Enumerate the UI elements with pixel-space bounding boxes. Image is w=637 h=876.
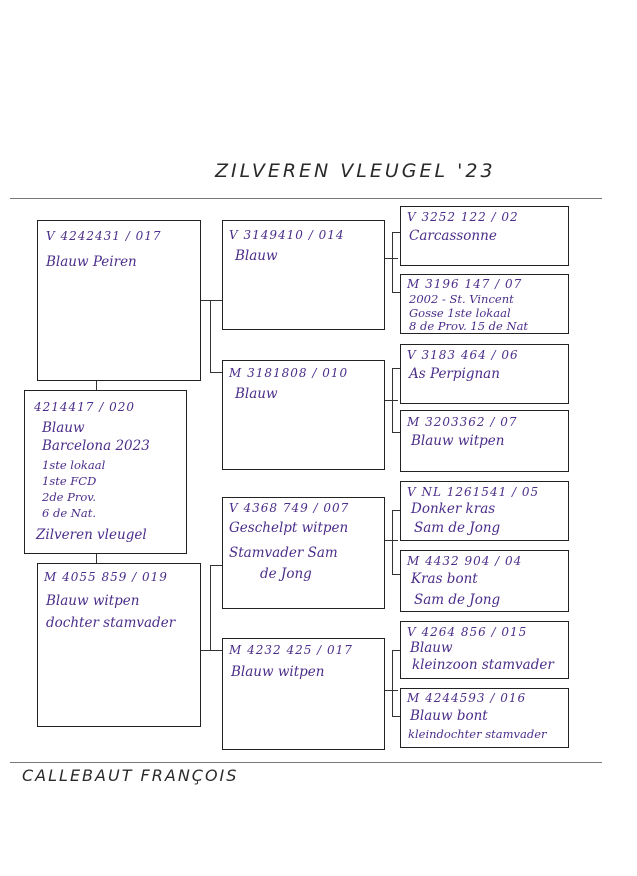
sire-dam-line: 2002 - St. Vincent (409, 292, 514, 306)
third-sire-line: Stamvader Sam (229, 545, 338, 561)
connector (392, 716, 400, 717)
gp7-line: Blauw (410, 640, 453, 656)
connector (392, 232, 400, 233)
sire-dam-line: Gosse 1ste lokaal (409, 306, 511, 320)
second-bird-ring: 4214417 / 020 (34, 400, 136, 414)
sire-line: Blauw (235, 248, 278, 264)
gp6-line: Kras bont (411, 571, 478, 587)
gp6-ring: M 4432 904 / 04 (407, 554, 523, 568)
connector (96, 380, 97, 390)
second-bird-line: 2de Prov. (42, 490, 97, 504)
third-dam-line: Blauw witpen (231, 664, 325, 680)
dam-dam-line: Blauw witpen (411, 433, 505, 449)
connector (210, 372, 222, 373)
sire-dam-line: 8 de Prov. 15 de Nat (409, 319, 529, 333)
second-bird-line: 1ste FCD (42, 474, 97, 488)
connector (384, 400, 398, 401)
gp8-line: Blauw bont (410, 708, 488, 724)
second-dam-line: Blauw witpen (46, 593, 140, 609)
sire-sire-ring: V 3252 122 / 02 (407, 210, 519, 224)
second-dam-ring: M 4055 859 / 019 (44, 570, 168, 584)
third-sire-ring: V 4368 749 / 007 (229, 501, 350, 515)
dam-dam-ring: M 3203362 / 07 (407, 415, 518, 429)
second-bird-line: Zilveren vleugel (36, 527, 147, 543)
subject-ring: V 4242431 / 017 (46, 229, 162, 243)
connector (384, 690, 398, 691)
page-title: ZILVEREN VLEUGEL '23 (215, 160, 496, 182)
connector (384, 258, 398, 259)
connector (210, 565, 211, 650)
connector (392, 432, 400, 433)
connector (392, 510, 400, 511)
connector (210, 565, 222, 566)
second-bird-line: Blauw (42, 420, 85, 436)
connector (384, 540, 398, 541)
gp7-ring: V 4264 856 / 015 (407, 625, 528, 639)
dam-line: Blauw (235, 386, 278, 402)
owner-name: CALLEBAUT FRANÇOIS (22, 766, 239, 785)
second-bird-line: 6 de Nat. (42, 506, 96, 520)
dam-ring: M 3181808 / 010 (229, 366, 349, 380)
gp5-line: Sam de Jong (414, 520, 501, 536)
connector (392, 510, 393, 574)
third-sire-line: de Jong (260, 566, 312, 582)
second-bird-line: Barcelona 2023 (42, 438, 150, 454)
connector (392, 368, 400, 369)
connector (200, 650, 222, 651)
connector (392, 292, 400, 293)
gp6-line: Sam de Jong (414, 592, 501, 608)
bottom-divider (10, 762, 602, 763)
connector (392, 368, 393, 432)
second-bird-line: 1ste lokaal (42, 458, 106, 472)
third-dam-ring: M 4232 425 / 017 (229, 643, 353, 657)
connector (392, 650, 393, 716)
connector (210, 300, 211, 372)
connector (392, 574, 400, 575)
sire-sire-line: Carcassonne (409, 228, 497, 244)
gp8-line: kleindochter stamvader (408, 727, 547, 741)
third-sire-line: Geschelpt witpen (229, 520, 349, 536)
dam-sire-ring: V 3183 464 / 06 (407, 348, 519, 362)
second-dam-box (37, 563, 201, 727)
top-divider (10, 198, 602, 199)
subject-line: Blauw Peiren (46, 254, 137, 270)
connector (392, 650, 400, 651)
connector (392, 232, 393, 292)
subject-box (37, 220, 201, 381)
gp5-line: Donker kras (411, 501, 496, 517)
sire-ring: V 3149410 / 014 (229, 228, 345, 242)
gp5-ring: V NL 1261541 / 05 (407, 485, 540, 499)
dam-sire-line: As Perpignan (409, 366, 500, 382)
gp8-ring: M 4244593 / 016 (407, 691, 527, 705)
gp7-line: kleinzoon stamvader (412, 657, 554, 673)
sire-dam-ring: M 3196 147 / 07 (407, 277, 523, 291)
second-dam-line: dochter stamvader (46, 615, 176, 631)
connector (96, 553, 97, 563)
